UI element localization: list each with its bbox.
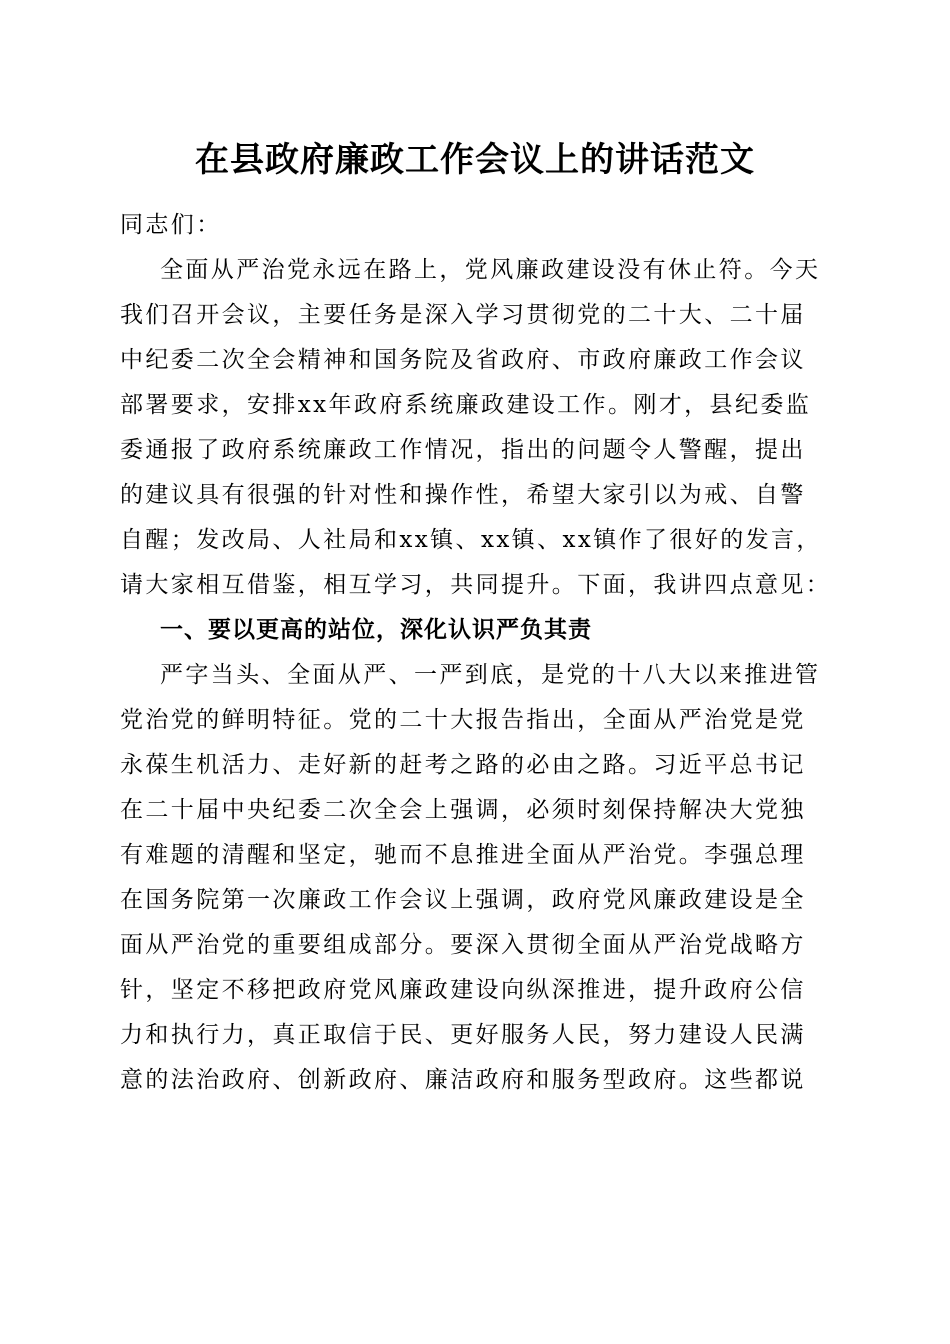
paragraph-line: 全面从严治党永远在路上，党风廉政建设没有休止符。今天 xyxy=(160,257,821,283)
paragraph-line: 有难题的清醒和坚定，驰而不息推进全面从严治党。李强总理 xyxy=(120,842,806,868)
paragraph-line: 委通报了政府系统廉政工作情况，指出的问题令人警醒，提出 xyxy=(120,437,806,463)
paragraph-line: 意的法治政府、创新政府、廉洁政府和服务型政府。这些都说 xyxy=(120,1067,806,1093)
document-title: 在县政府廉政工作会议上的讲话范文 xyxy=(195,140,755,180)
paragraph-line: 自醒；发改局、人社局和xx镇、xx镇、xx镇作了很好的发言， xyxy=(120,527,822,553)
paragraph-line: 请大家相互借鉴，相互学习，共同提升。下面，我讲四点意见： xyxy=(120,572,832,598)
paragraph-line: 在国务院第一次廉政工作会议上强调，政府党风廉政建设是全 xyxy=(120,887,806,913)
paragraph-line: 严字当头、全面从严、一严到底，是党的十八大以来推进管 xyxy=(160,662,821,688)
paragraph-line: 我们召开会议，主要任务是深入学习贯彻党的二十大、二十届 xyxy=(120,302,806,328)
paragraph-line: 在二十届中央纪委二次全会上强调，必须时刻保持解决大党独 xyxy=(120,797,806,823)
paragraph-line: 的建议具有很强的针对性和操作性，希望大家引以为戒、自警 xyxy=(120,482,806,508)
paragraph-line: 党治党的鲜明特征。党的二十大报告指出，全面从严治党是党 xyxy=(120,707,806,733)
paragraph-1 xyxy=(120,248,832,608)
paragraph-line: 中纪委二次全会精神和国务院及省政府、市政府廉政工作会议 xyxy=(120,347,806,373)
document-body xyxy=(120,203,832,1103)
paragraph-line: 部署要求，安排xx年政府系统廉政建设工作。刚才，县纪委监 xyxy=(120,392,812,418)
section-heading: 一、要以更高的站位，深化认识严负其责 xyxy=(160,617,592,643)
paragraph-line: 针，坚定不移把政府党风廉政建设向纵深推进，提升政府公信 xyxy=(120,977,806,1003)
paragraph-2 xyxy=(120,653,826,1103)
paragraph-line: 永葆生机活力、走好新的赶考之路的必由之路。习近平总书记 xyxy=(120,752,806,778)
salutation: 同志们： xyxy=(120,212,222,238)
paragraph-line: 面从严治党的重要组成部分。要深入贯彻全面从严治党战略方 xyxy=(120,932,806,958)
paragraph-line: 力和执行力，真正取信于民、更好服务人民，努力建设人民满 xyxy=(120,1022,806,1048)
